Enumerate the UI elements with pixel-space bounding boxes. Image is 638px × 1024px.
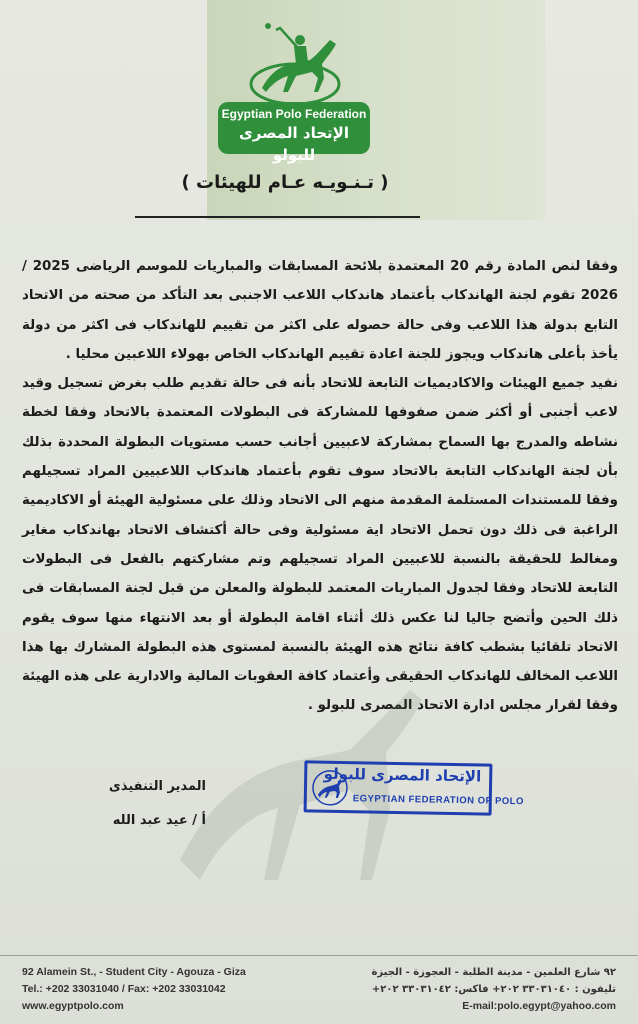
footer-contact-ar [356, 964, 616, 1015]
footer-email: E-mail:polo.egypt@yahoo.com [462, 1000, 616, 1012]
stamp-text-en: EGYPTIAN FEDERATION OF POLO [352, 793, 525, 808]
title-underline [135, 216, 420, 218]
footer-address-ar: ٩٢ شارع العلمين - مدينة الطلبة - العجوزة - الجيزة [371, 967, 616, 978]
footer-website: www.egyptpolo.com [22, 1000, 124, 1012]
footer-address-en: 92 Alamein St., - Student City - Agouza - Giza [22, 966, 246, 978]
signature-block [86, 770, 206, 838]
footer-contact-en [22, 964, 282, 1015]
logo-badge [218, 102, 370, 164]
footer-phone-en: Tel.: +202 33031040 / Fax: +202 33031042 [22, 983, 226, 995]
body-paragraph-1: وفقا لنص المادة رقم 20 المعتمدة بلائحة المسابقات والمباريات للموسم الرياضى 2025 / 2026 تقوم لجنة الهاندكاب بأعتماد هاندكاب اللاعب الاجنبى بعد التأكد من صحته من الاتحاد التابع بدولة هذا اللاعب وفى حالة حصوله على اكثر من تقييم للهاندكاب فى اكثر من دولة يأخذ بأعلى هاندكاب ويجوز للجنة اعادة تقييم الهاندكاب الخاص بهولاء اللاعبين محليا . [22, 259, 618, 362]
document-title: ( تـنـويـه عـام للهيئات ) [181, 172, 389, 193]
signer-name: أ / عيد عبد الله [112, 813, 206, 828]
logo-org-name-ar: الإتحاد المصرى للبولو [239, 124, 349, 164]
footer-divider [0, 955, 638, 956]
signer-role: المدير التنفيذى [108, 779, 206, 794]
body-paragraph-2: نفيد جميع الهيئات والاكاديميات التابعة للاتحاد بأنه فى حالة تقديم طلب بغرض تسجيل وقيد لاعب أجنبى أو أكثر ضمن صفوفها للمشاركة فى البطولات المعتمدة بالاتحاد وفقا لخطة نشاطه والمدرج بها السماح بمشاركة لاعبيين أجانب حسب مستويات البطولة المحددة بذلك بأن لجنة الهاندكاب التابعة بالاتحاد سوف تقوم بأعتماد هاندكاب اللاعبيين المراد تسجيلهم وفقا للمستندات المستلمة المقدمة منهم الى الاتحاد وذلك على مسئولية الهيئة أو الاكاديمية الراغبة فى ذلك دون تحمل الاتحاد اية مسئولية وفى حالة أكتشاف الاتحاد بهاندكاب مغاير ومغالط للحقيقة بالنسبة للاعبيين المراد تسجيلهم وتم مشاركتهم بالفعل فى البطولات التابعة للاتحاد وفقا لجدول المباريات المعتمد للبطولة والمعلن من قبل لجنة المسابقات فى ذلك الحين وأتضح جاليا لنا عكس ذلك أثناء اقامة البطولة أو بعد الانتهاء منها سوف يقوم الاتحاد تلقائيا بشطب كافة نتائج هذه الهيئة بالنسبة لمستوى هذه البطولة المشارك بها هذا اللاعب المخالف للهاندكاب الحقيقى وأعتماد كافة العقوبات المالية والادارية على هذه الهيئة وفقا لقرار مجلس ادارة الاتحاد المصرى للبولو . [22, 376, 618, 714]
stamp-text-ar: الإتحاد المصرى للبولو [323, 764, 482, 786]
official-stamp [304, 760, 525, 815]
polo-player-horse-icon [240, 18, 350, 108]
federation-logo [218, 18, 370, 164]
footer-phone-ar: تليفون : ٣٣٠٣١٠٤٠ ٢٠٢+ فاكس: ٣٣٠٣١٠٤٢ ٢٠٢+ [371, 984, 616, 995]
logo-org-name-en: Egyptian Polo Federation [221, 107, 367, 121]
